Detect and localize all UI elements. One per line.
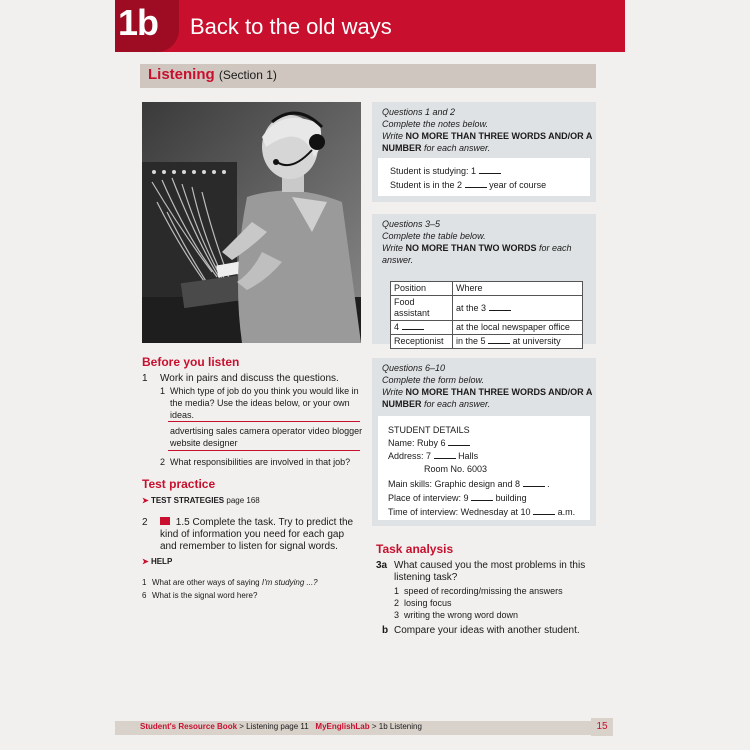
section-title <box>148 66 277 83</box>
table-cell-text: at the 3 <box>456 302 487 313</box>
ideas-top-rule <box>168 421 360 422</box>
form-address <box>388 450 478 463</box>
table-header-where: Where <box>453 282 583 296</box>
q12-line-2-post: year of course <box>489 180 547 190</box>
section-title-text: Listening <box>148 66 215 83</box>
q610-instr-bold: NO MORE THAN THREE WORDS AND/OR A NUMBER <box>382 387 593 409</box>
question-2-number: 2 <box>160 457 166 467</box>
help-label-text: HELP <box>150 557 173 566</box>
ideas-line-1: advertising sales camera operator video blogger <box>170 426 363 436</box>
option-2-number: 2 <box>394 598 400 608</box>
form-name <box>388 437 470 450</box>
answer-blank-10[interactable] <box>533 507 555 515</box>
footer-srb[interactable]: Student's Resource Book <box>140 722 238 731</box>
option-2-text: losing focus <box>404 598 452 608</box>
audio-speaker-icon[interactable] <box>160 517 170 525</box>
item-3b-text: Compare your ideas with another student. <box>394 625 580 636</box>
form-time-text: Time of interview: Wednesday at 10 <box>388 507 531 517</box>
answer-blank-7[interactable] <box>434 451 456 459</box>
item-3a-number: 3a <box>376 560 388 571</box>
switchboard-operator-photo <box>142 102 361 343</box>
task-analysis-heading: Task analysis <box>376 542 454 556</box>
q12-instr-post: for each answer. <box>424 143 491 153</box>
footer-references <box>140 722 422 731</box>
q35-instr-pre: Write <box>382 243 403 253</box>
question-1-text: Which type of job do you think you would like in the media? Use the ideas below, or your own ideas. <box>170 386 359 420</box>
test-strategies-page: page 168 <box>226 496 260 505</box>
q610-instr-pre: Write <box>382 387 403 397</box>
item-3b-number: b <box>382 625 389 636</box>
table-row <box>391 335 583 349</box>
q12-instr-pre: Write <box>382 131 403 141</box>
table-cell <box>453 296 583 321</box>
table-cell-text: in the 5 <box>456 336 486 346</box>
q35-table <box>390 281 583 349</box>
table-row <box>391 296 583 321</box>
form-time <box>388 506 575 519</box>
q12-line-1 <box>390 165 501 178</box>
option-3-text: writing the wrong word down <box>404 610 519 620</box>
q610-instr-post: for each answer. <box>424 399 491 409</box>
q12-instr-bold: NO MORE THAN THREE WORDS AND/OR A NUMBER <box>382 131 593 153</box>
option-3-number: 3 <box>394 610 400 620</box>
help-2-number: 6 <box>142 591 147 600</box>
photo-illustration <box>142 102 361 343</box>
form-address-text: Address: 7 <box>388 451 432 461</box>
test-strategies-link[interactable] <box>142 495 260 507</box>
answer-blank-9[interactable] <box>471 493 493 501</box>
q35-instruction-1: Complete the table below. <box>382 231 486 241</box>
table-cell: Food assistant <box>391 296 453 321</box>
help-1 <box>152 577 362 589</box>
item-2 <box>160 517 360 553</box>
arrow-right-icon: ➤ <box>142 496 149 505</box>
item-1-number: 1 <box>142 373 148 384</box>
help-2-text: What is the signal word here? <box>152 591 258 600</box>
item-2-text: Complete the task. Try to predict the kind of information you need for each gap and remember to listen for signal words. <box>160 517 354 552</box>
answer-blank-2[interactable] <box>465 180 487 188</box>
answer-blank-1[interactable] <box>479 166 501 174</box>
form-time-post: a.m. <box>557 507 576 517</box>
help-1-text: What are other ways of saying <box>152 578 260 587</box>
form-room: Room No. 6003 <box>424 464 488 474</box>
answer-blank-4[interactable] <box>402 322 424 330</box>
answer-blank-3[interactable] <box>489 303 511 311</box>
q610-instruction-1: Complete the form below. <box>382 375 485 385</box>
q12-line-1-text: Student is studying: 1 <box>390 166 477 176</box>
q12-line-2 <box>390 179 546 192</box>
table-cell: at the local newspaper office <box>453 321 583 335</box>
unit-number: 1b <box>118 2 159 43</box>
q12-line-2-pre: Student is in the 2 <box>390 180 463 190</box>
answer-blank-6[interactable] <box>448 438 470 446</box>
footer-mel-path: > 1b Listening <box>371 722 422 731</box>
option-1-number: 1 <box>394 586 400 596</box>
form-place <box>388 492 527 505</box>
form-heading: STUDENT DETAILS <box>388 425 470 435</box>
table-cell: Receptionist <box>391 335 453 349</box>
footer-srb-page: > Listening page 11 <box>239 722 309 731</box>
audio-track-number: 1.5 <box>175 517 190 528</box>
question-1-number: 1 <box>160 386 166 396</box>
q12-title: Questions 1 and 2 <box>382 107 456 117</box>
form-skills <box>388 478 550 491</box>
before-you-listen-heading: Before you listen <box>142 355 240 369</box>
help-1-italic: I'm studying ...? <box>261 578 318 587</box>
form-skills-post: . <box>547 479 550 489</box>
table-header-position: Position <box>391 282 453 296</box>
answer-blank-8[interactable] <box>523 479 545 487</box>
q610-title: Questions 6–10 <box>382 363 446 373</box>
answer-blank-5[interactable] <box>488 336 510 344</box>
section-subtitle: (Section 1) <box>218 68 277 82</box>
q35-instruction-2 <box>382 242 592 266</box>
item-1-text: Work in pairs and discuss the questions. <box>160 373 339 384</box>
table-cell-text: 4 <box>394 322 400 332</box>
table-header-row <box>391 282 583 296</box>
test-strategies-label: TEST STRATEGIES <box>150 496 225 505</box>
form-skills-text: Main skills: Graphic design and 8 <box>388 479 521 489</box>
questions-6-10-panel <box>372 358 596 526</box>
help-1-number: 1 <box>142 578 147 587</box>
form-address-post: Halls <box>458 451 479 461</box>
q12-instruction-1: Complete the notes below. <box>382 119 489 129</box>
footer-myenglishlab[interactable]: MyEnglishLab <box>315 722 370 731</box>
page-title: Back to the old ways <box>190 14 392 39</box>
arrow-right-icon: ➤ <box>142 557 149 566</box>
item-3a-text: What caused you the most problems in this listening task? <box>394 560 586 583</box>
page-number: 15 <box>591 718 613 736</box>
table-cell <box>453 335 583 349</box>
item-2-number: 2 <box>142 517 148 528</box>
table-cell <box>391 321 453 335</box>
q35-title: Questions 3–5 <box>382 219 441 229</box>
question-2-text: What responsibilities are involved in that job? <box>170 457 351 467</box>
item-1 <box>142 373 148 385</box>
help-label <box>142 556 172 568</box>
table-cell-post: at university <box>512 336 561 346</box>
form-place-post: building <box>495 493 527 503</box>
q35-instr-bold: NO MORE THAN TWO WORDS <box>405 243 537 253</box>
table-row <box>391 321 583 335</box>
questions-1-2-panel <box>372 102 596 202</box>
q610-instruction-2 <box>382 386 592 410</box>
ideas-line-2: website designer <box>170 438 238 448</box>
test-practice-heading: Test practice <box>142 477 216 491</box>
ideas-bottom-rule <box>168 450 360 451</box>
form-place-text: Place of interview: 9 <box>388 493 469 503</box>
q35-instr-post: for each answer. <box>382 243 572 265</box>
option-1-text: speed of recording/missing the answers <box>404 586 563 596</box>
q12-instruction-2 <box>382 130 592 154</box>
form-name-text: Name: Ruby 6 <box>388 438 446 448</box>
